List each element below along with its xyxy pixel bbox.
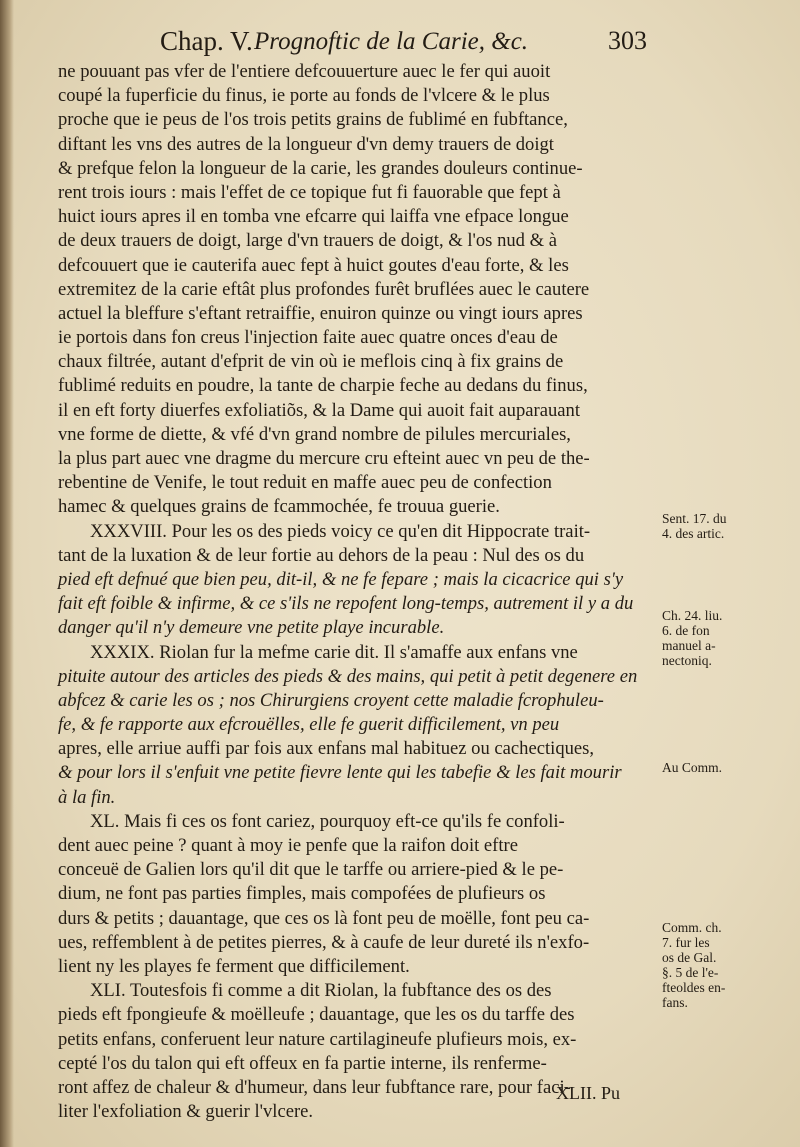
text-line: fe, & fe rapporte aux efcrouëlles, elle fe guerit difficilement, vn peu [58,714,560,736]
margin-note-line: §. 5 de l'e- [662,965,719,980]
text-line: extremitez de la carie eftât plus profondes furêt bruflées auec le cautere [58,278,590,300]
text-line: dium, ne font pas parties fimples, mais compofées de plufieurs os [58,883,546,905]
text-line: apres, elle arriue auffi par fois aux enfans mal habituez ou cachectiques, [58,738,595,760]
text-line: la plus part auec vne dragme du mercure cru efteint auec vn peu de the- [58,448,590,469]
text-line: fait eft foible & infirme, & ce s'ils ne repofent long-temps, autrement il y a du [58,593,634,615]
text-line: cepté l'os du talon qui eft offeux en fa partie interne, ils renferme- [58,1052,547,1074]
text-line: durs & petits ; dauantage, que ces os là font peu de moëlle, font peu ca- [58,907,590,929]
text-line: abfcez & carie les os ; nos Chirurgiens croyent cette maladie fcrophuleu- [58,689,604,711]
text-line: ront affez de chaleur & d'humeur, dans leur fubftance rare, pour faci- [58,1076,571,1098]
text-line: liter l'exfoliation & guerir l'vlcere. [58,1101,314,1123]
text-line: hamec & quelques grains de fcammochée, fe trouua guerie. [58,496,500,518]
margin-note-line: Sent. 17. du [662,511,727,526]
text-line: rebentine de Venife, le tout reduit en maffe auec peu de confection [58,472,552,494]
text-line: ues, reffemblent à de petites pierres, & à caufe de leur dureté ils n'exfo- [58,931,590,953]
text-line: à la fin. [58,786,116,808]
text-line: defcouuert que ie cauterifa auec fept à huict goutes d'eau forte, & les [58,254,569,276]
text-line: fublimé reduits en poudre, la tante de charpie feche au dedans du finus, [58,375,588,397]
text-line: dent auec peine ? quant à moy ie penfe que la raifon doit eftre [58,835,518,856]
text-line: XXXIX. Riolan fur la mefme carie dit. Il s'amaffe aux enfans vne [90,641,578,663]
margin-note [662,608,792,668]
text-line: & prefque felon la longueur de la carie, les grandes douleurs continue- [58,157,583,179]
text-line: & pour lors il s'enfuit vne petite fievre lente qui les tabefie & les fait mourir [58,762,622,784]
text-line: XL. Mais fi ces os font cariez, pourquoy eft-ce qu'ils fe confoli- [90,810,565,832]
margin-note-line: 4. des artic. [662,526,725,541]
text-line: petits enfans, conferuent leur nature cartilagineufe plufieurs mois, ex- [58,1028,577,1050]
margin-note-line: Ch. 24. liu. [662,608,723,623]
text-line: pituite autour des articles des pieds & des mains, qui petit à petit degenere en [58,665,638,687]
margin-note-line: os de Gal. [662,950,717,965]
text-line: conceuë de Galien lors qu'il dit que le tarffe ou arriere-pied & le pe- [58,859,564,881]
text-line: actuel la bleffure s'eftant retraiffie, enuiron quinze ou vingt iours apres [58,302,583,324]
margin-note-line: fans. [662,995,688,1010]
book-binding-shadow [0,0,14,1147]
text-line: vne forme de diette, & vfé d'vn grand nombre de pilules mercuriales, [58,423,571,445]
margin-note-line: 7. fur les [662,935,710,950]
text-line: chaux filtrée, autant d'efprit de vin où ie meflois cinq à fix grains de [58,351,564,373]
margin-note-line: manuel a- [662,638,716,653]
catchword: XLII. Pu [556,1083,620,1103]
text-line: rent trois iours : mais l'effet de ce topique fut fi fauorable que fept à [58,181,561,203]
text-line: pied eft defnué que bien peu, dit-il, & ne fe fepare ; mais la cicacrice qui s'y [58,568,624,590]
page-number: 303 [608,26,647,55]
text-line: tant de la luxation & de leur fortie au dehors de la peau : Nul des os du [58,544,585,566]
running-title: Prognoftic de la Carie, &c. [254,28,529,55]
text-line: XXXVIII. Pour les os des pieds voicy ce qu'en dit Hippocrate trait- [90,520,591,542]
text-line: de deux trauers de doigt, large d'vn trauers de doigt, & l'os nud & à [58,230,557,252]
text-line: pieds eft fpongieufe & moëlleufe ; dauantage, que les os du tarffe des [58,1004,575,1026]
margin-note-line: 6. de fon [662,623,710,638]
margin-note-line: nectoniq. [662,653,712,668]
text-line: diftant les vns des autres de la longueur d'vn demy trauers de doigt [58,133,554,155]
margin-note-line: Au Comm. [662,760,723,775]
text-line: il en eft forty diuerfes exfoliatiõs, & la Dame qui auoit fait auparauant [58,399,580,421]
margin-note [662,760,792,775]
margin-note [662,920,792,1010]
margin-note-line: Comm. ch. [662,920,722,935]
text-line: ie portois dans fon creus l'injection faite auec quatre onces d'eau de [58,327,558,349]
text-line: proche que ie peus de l'os trois petits grains de fublimé en fubftance, [58,109,568,131]
chapter-label: Chap. V. [160,26,253,56]
text-line: danger qu'il n'y demeure vne petite playe incurable. [58,617,445,639]
body-text [58,60,658,1124]
text-line: coupé la fuperficie du finus, ie porte au fonds de l'vlcere & le plus [58,85,550,107]
text-line: XLI. Toutesfois fi comme a dit Riolan, la fubftance des os des [90,980,552,1002]
text-line: huict iours apres il en tomba vne efcarre qui laiffa vne efpace longue [58,206,569,228]
text-line: ne pouuant pas vfer de l'entiere defcouuerture auec le fer qui auoit [58,61,551,82]
text-line: lient ny les playes fe ferment que difficilement. [58,955,410,977]
margin-note [662,511,792,541]
margin-note-line: fteoldes en- [662,980,726,995]
